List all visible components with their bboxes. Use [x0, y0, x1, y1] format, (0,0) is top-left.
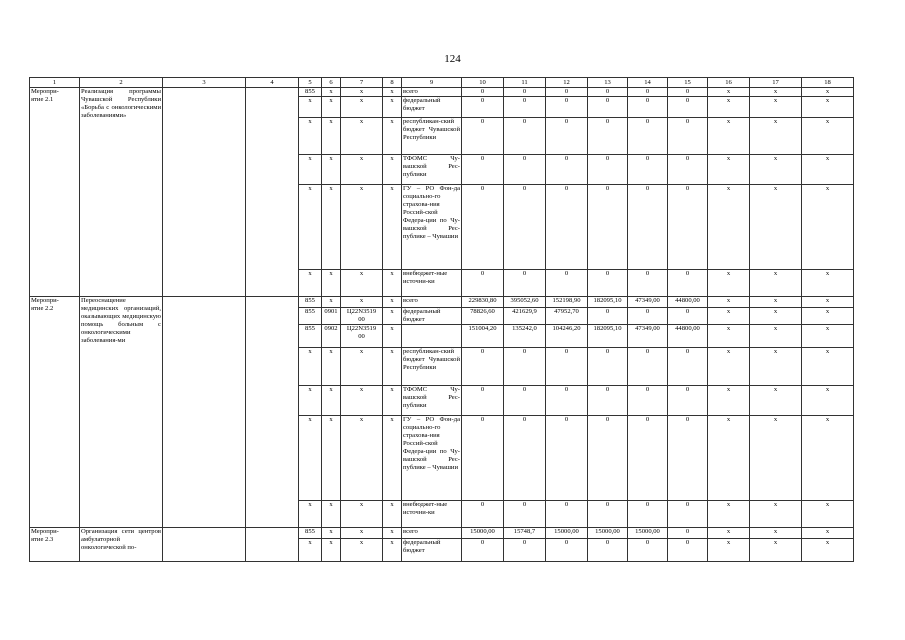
grbs-code: x: [299, 501, 322, 528]
measure-id: Меропри- ятие 2.1: [30, 88, 80, 297]
amount-cell: x: [750, 501, 802, 528]
table-row: [30, 297, 854, 308]
column-number-header: 13: [588, 78, 628, 88]
amount-cell: x: [708, 501, 750, 528]
target-item-code: x: [341, 416, 383, 501]
funding-source: внебюджет-ные источни-ки: [402, 501, 462, 528]
section-code: x: [322, 386, 341, 416]
target-item-code: x: [341, 88, 383, 97]
section-code: x: [322, 88, 341, 97]
amount-cell: x: [708, 325, 750, 348]
grbs-code: x: [299, 416, 322, 501]
grbs-code: x: [299, 270, 322, 297]
expense-type-code: x: [383, 528, 402, 539]
column-number-header: 7: [341, 78, 383, 88]
amount-cell: 0: [462, 118, 504, 155]
amount-cell: 0: [628, 118, 668, 155]
amount-cell: 0: [668, 97, 708, 118]
column-number-header: 12: [546, 78, 588, 88]
amount-cell: 229830,80: [462, 297, 504, 308]
amount-cell: 0: [504, 185, 546, 270]
section-code: x: [322, 528, 341, 539]
amount-cell: x: [802, 308, 854, 325]
target-item-code: x: [341, 386, 383, 416]
amount-cell: 0: [546, 386, 588, 416]
amount-cell: x: [708, 308, 750, 325]
amount-cell: x: [802, 386, 854, 416]
amount-cell: 0: [628, 97, 668, 118]
amount-cell: 182095,10: [588, 325, 628, 348]
amount-cell: 0: [588, 270, 628, 297]
amount-cell: 0: [668, 118, 708, 155]
amount-cell: 0: [462, 539, 504, 562]
target-item-code: x: [341, 297, 383, 308]
amount-cell: 0: [588, 501, 628, 528]
amount-cell: 0: [504, 270, 546, 297]
column-number-header: 5: [299, 78, 322, 88]
funding-source: федеральный бюджет: [402, 308, 462, 325]
funding-source: ГУ – РО Фон-да социально-го страхова-ния Россий-ской Федера-ции по Чу-вашской Рес-публике – Чувашии: [402, 416, 462, 501]
grbs-code: x: [299, 97, 322, 118]
column-number-row: [30, 78, 854, 88]
expense-type-code: x: [383, 416, 402, 501]
column-number-header: 9: [402, 78, 462, 88]
amount-cell: 47349,00: [628, 297, 668, 308]
amount-cell: 0: [628, 501, 668, 528]
grbs-code: 855: [299, 88, 322, 97]
amount-cell: 0: [628, 155, 668, 185]
section-code: x: [322, 97, 341, 118]
amount-cell: x: [802, 348, 854, 386]
amount-cell: 0: [628, 386, 668, 416]
funding-source: всего: [402, 297, 462, 308]
target-item-code: x: [341, 97, 383, 118]
target-item-code: x: [341, 539, 383, 562]
amount-cell: 0: [668, 416, 708, 501]
amount-cell: 104246,20: [546, 325, 588, 348]
target-item-code: x: [341, 155, 383, 185]
amount-cell: x: [750, 348, 802, 386]
amount-cell: x: [802, 270, 854, 297]
amount-cell: x: [708, 270, 750, 297]
column-number-header: 10: [462, 78, 504, 88]
amount-cell: 15748,7: [504, 528, 546, 539]
column-number-header: 3: [163, 78, 246, 88]
expense-type-code: x: [383, 270, 402, 297]
amount-cell: x: [750, 528, 802, 539]
amount-cell: x: [750, 118, 802, 155]
expense-type-code: x: [383, 308, 402, 325]
expense-type-code: x: [383, 501, 402, 528]
section-code: x: [322, 539, 341, 562]
amount-cell: 0: [668, 308, 708, 325]
section-code: x: [322, 297, 341, 308]
funding-source: федеральный бюджет: [402, 539, 462, 562]
target-item-code: Ц22N3519 00: [341, 325, 383, 348]
amount-cell: 0: [668, 528, 708, 539]
column-number-header: 16: [708, 78, 750, 88]
amount-cell: 0: [588, 88, 628, 97]
amount-cell: x: [750, 97, 802, 118]
funding-source: [402, 325, 462, 348]
amount-cell: 44800,00: [668, 297, 708, 308]
amount-cell: 0: [504, 118, 546, 155]
grbs-code: x: [299, 539, 322, 562]
amount-cell: 0: [668, 88, 708, 97]
amount-cell: 0: [546, 88, 588, 97]
amount-cell: 0: [628, 539, 668, 562]
amount-cell: 0: [462, 97, 504, 118]
target-item-code: x: [341, 528, 383, 539]
amount-cell: 0: [668, 539, 708, 562]
column-number-header: 2: [80, 78, 163, 88]
grbs-code: 855: [299, 308, 322, 325]
amount-cell: 0: [588, 386, 628, 416]
expense-type-code: x: [383, 325, 402, 348]
amount-cell: 0: [668, 386, 708, 416]
amount-cell: x: [802, 539, 854, 562]
amount-cell: 44800,00: [668, 325, 708, 348]
section-code: x: [322, 155, 341, 185]
expense-type-code: x: [383, 297, 402, 308]
section-code: 0901: [322, 308, 341, 325]
amount-cell: x: [802, 297, 854, 308]
table-row: [30, 528, 854, 539]
amount-cell: x: [750, 308, 802, 325]
amount-cell: 0: [546, 539, 588, 562]
amount-cell: x: [708, 97, 750, 118]
amount-cell: x: [750, 325, 802, 348]
amount-cell: 0: [546, 185, 588, 270]
grbs-code: 855: [299, 325, 322, 348]
amount-cell: x: [708, 386, 750, 416]
funding-source: республикан-ский бюджет Чувашской Республики: [402, 348, 462, 386]
amount-cell: 395052,60: [504, 297, 546, 308]
amount-cell: 0: [588, 308, 628, 325]
amount-cell: 0: [504, 155, 546, 185]
expense-type-code: x: [383, 118, 402, 155]
amount-cell: 0: [588, 348, 628, 386]
amount-cell: 0: [462, 88, 504, 97]
amount-cell: x: [750, 386, 802, 416]
expense-type-code: x: [383, 348, 402, 386]
co-executors: [246, 88, 299, 297]
amount-cell: 0: [504, 97, 546, 118]
co-executors: [246, 297, 299, 528]
amount-cell: 0: [462, 501, 504, 528]
amount-cell: x: [802, 325, 854, 348]
amount-cell: 0: [504, 416, 546, 501]
measure-name: Реализация программы Чувашской Республики «Борьба с онкологическими заболеваниями»: [80, 88, 163, 297]
amount-cell: 0: [628, 270, 668, 297]
amount-cell: x: [802, 528, 854, 539]
column-number-header: 4: [246, 78, 299, 88]
amount-cell: 0: [668, 501, 708, 528]
amount-cell: 0: [462, 348, 504, 386]
amount-cell: x: [750, 297, 802, 308]
amount-cell: x: [802, 185, 854, 270]
amount-cell: 0: [588, 416, 628, 501]
amount-cell: 15000,00: [588, 528, 628, 539]
column-number-header: 18: [802, 78, 854, 88]
amount-cell: x: [708, 118, 750, 155]
funding-source: федеральный бюджет: [402, 97, 462, 118]
column-number-header: 1: [30, 78, 80, 88]
amount-cell: x: [802, 501, 854, 528]
section-code: x: [322, 185, 341, 270]
amount-cell: x: [708, 539, 750, 562]
budget-table-container: [29, 77, 854, 562]
amount-cell: 0: [462, 185, 504, 270]
co-executors: [246, 528, 299, 562]
column-number-header: 17: [750, 78, 802, 88]
amount-cell: x: [750, 88, 802, 97]
column-number-header: 15: [668, 78, 708, 88]
amount-cell: 0: [588, 118, 628, 155]
amount-cell: x: [708, 297, 750, 308]
amount-cell: 0: [546, 155, 588, 185]
amount-cell: x: [708, 88, 750, 97]
amount-cell: 151004,20: [462, 325, 504, 348]
amount-cell: x: [708, 528, 750, 539]
target-item-code: Ц22N3519 00: [341, 308, 383, 325]
target-item-code: x: [341, 348, 383, 386]
responsible-executor: [163, 88, 246, 297]
amount-cell: 0: [588, 539, 628, 562]
measure-name: Переоснащение медицинских организаций, оказывающих медицинскую помощь больным с онкологическими заболевания-ми: [80, 297, 163, 528]
amount-cell: x: [750, 539, 802, 562]
target-item-code: x: [341, 118, 383, 155]
amount-cell: 47952,70: [546, 308, 588, 325]
amount-cell: 0: [462, 270, 504, 297]
funding-source: ТФОМС Чу-вашской Рес-публики: [402, 386, 462, 416]
amount-cell: 0: [668, 185, 708, 270]
amount-cell: x: [750, 185, 802, 270]
amount-cell: 0: [504, 501, 546, 528]
section-code: x: [322, 416, 341, 501]
amount-cell: x: [802, 118, 854, 155]
expense-type-code: x: [383, 386, 402, 416]
column-number-header: 6: [322, 78, 341, 88]
amount-cell: 0: [628, 88, 668, 97]
grbs-code: x: [299, 185, 322, 270]
measure-id: Меропри- ятие 2.3: [30, 528, 80, 562]
section-code: x: [322, 501, 341, 528]
amount-cell: 15000,00: [628, 528, 668, 539]
amount-cell: 0: [668, 348, 708, 386]
funding-source: всего: [402, 528, 462, 539]
amount-cell: 0: [546, 416, 588, 501]
measure-name: Организация сети центров амбулаторной онкологической по-: [80, 528, 163, 562]
grbs-code: x: [299, 118, 322, 155]
grbs-code: x: [299, 155, 322, 185]
amount-cell: 0: [668, 155, 708, 185]
section-code: x: [322, 270, 341, 297]
amount-cell: x: [708, 185, 750, 270]
amount-cell: 0: [462, 416, 504, 501]
amount-cell: 15000,00: [546, 528, 588, 539]
target-item-code: x: [341, 270, 383, 297]
amount-cell: 0: [546, 348, 588, 386]
expense-type-code: x: [383, 88, 402, 97]
amount-cell: 0: [588, 97, 628, 118]
amount-cell: x: [708, 348, 750, 386]
amount-cell: 0: [462, 386, 504, 416]
responsible-executor: [163, 528, 246, 562]
expense-type-code: x: [383, 539, 402, 562]
amount-cell: 0: [546, 270, 588, 297]
amount-cell: x: [750, 270, 802, 297]
page-number: 124: [444, 53, 461, 65]
amount-cell: 0: [462, 155, 504, 185]
amount-cell: 0: [504, 88, 546, 97]
column-number-header: 11: [504, 78, 546, 88]
amount-cell: 0: [588, 155, 628, 185]
table-row: [30, 88, 854, 97]
amount-cell: x: [750, 416, 802, 501]
funding-source: республикан-ский бюджет Чувашской Республики: [402, 118, 462, 155]
target-item-code: x: [341, 501, 383, 528]
column-number-header: 14: [628, 78, 668, 88]
grbs-code: 855: [299, 528, 322, 539]
amount-cell: x: [708, 416, 750, 501]
amount-cell: 0: [504, 386, 546, 416]
responsible-executor: [163, 297, 246, 528]
amount-cell: 0: [628, 308, 668, 325]
amount-cell: 182095,10: [588, 297, 628, 308]
measure-id: Меропри- ятие 2.2: [30, 297, 80, 528]
amount-cell: 47349,00: [628, 325, 668, 348]
section-code: x: [322, 118, 341, 155]
amount-cell: 135242,0: [504, 325, 546, 348]
amount-cell: x: [802, 88, 854, 97]
amount-cell: 0: [588, 185, 628, 270]
amount-cell: 0: [546, 97, 588, 118]
funding-source: внебюджет-ные источни-ки: [402, 270, 462, 297]
grbs-code: x: [299, 386, 322, 416]
funding-source: всего: [402, 88, 462, 97]
grbs-code: 855: [299, 297, 322, 308]
expense-type-code: x: [383, 97, 402, 118]
target-item-code: x: [341, 185, 383, 270]
funding-source: ГУ – РО Фон-да социально-го страхова-ния Россий-ской Федера-ции по Чу-вашской Рес-публике – Чувашии: [402, 185, 462, 270]
amount-cell: 421629,9: [504, 308, 546, 325]
expense-type-code: x: [383, 185, 402, 270]
amount-cell: 0: [628, 416, 668, 501]
amount-cell: 152198,90: [546, 297, 588, 308]
amount-cell: 78826,60: [462, 308, 504, 325]
amount-cell: 0: [668, 270, 708, 297]
expense-type-code: x: [383, 155, 402, 185]
grbs-code: x: [299, 348, 322, 386]
amount-cell: 0: [628, 348, 668, 386]
amount-cell: x: [802, 155, 854, 185]
column-number-header: 8: [383, 78, 402, 88]
amount-cell: x: [750, 155, 802, 185]
amount-cell: 15000,00: [462, 528, 504, 539]
budget-table: [29, 77, 854, 562]
amount-cell: 0: [546, 501, 588, 528]
amount-cell: x: [802, 416, 854, 501]
amount-cell: 0: [628, 185, 668, 270]
amount-cell: x: [708, 155, 750, 185]
section-code: x: [322, 348, 341, 386]
amount-cell: 0: [546, 118, 588, 155]
amount-cell: x: [802, 97, 854, 118]
amount-cell: 0: [504, 348, 546, 386]
amount-cell: 0: [504, 539, 546, 562]
funding-source: ТФОМС Чу-вашской Рес-публики: [402, 155, 462, 185]
section-code: 0902: [322, 325, 341, 348]
